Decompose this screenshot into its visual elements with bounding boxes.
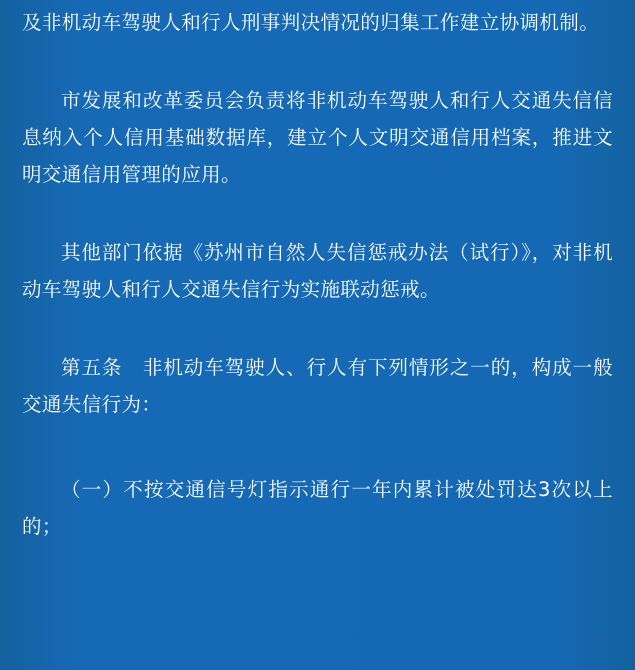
paragraph-continuation: 及非机动车驾驶人和行人刑事判决情况的归集工作建立协调机制。 [22,11,600,34]
paragraph-spacer [22,308,613,349]
paragraph-spacer [22,193,613,234]
paragraph-item-one: （一）不按交通信号灯指示通行一年内累计被处罚达3次以上的； [22,478,613,538]
paragraph-article-five: 第五条 非机动车驾驶人、行人有下列情形之一的，构成一般交通失信行为： [22,356,613,416]
paragraph-other-departments: 其他部门依据《苏州市自然人失信惩戒办法（试行）》，对非机动车驾驶人和行人交通失信行为实施联动惩戒。 [22,241,613,301]
paragraph-development-commission: 市发展和改革委员会负责将非机动车驾驶人和行人交通失信信息纳入个人信用基础数据库，建立个人文明交通信用档案，推进文明交通信用管理的应用。 [22,89,613,186]
paragraph-spacer [22,423,613,471]
paragraph-spacer [22,41,613,82]
document-body [22,0,613,545]
